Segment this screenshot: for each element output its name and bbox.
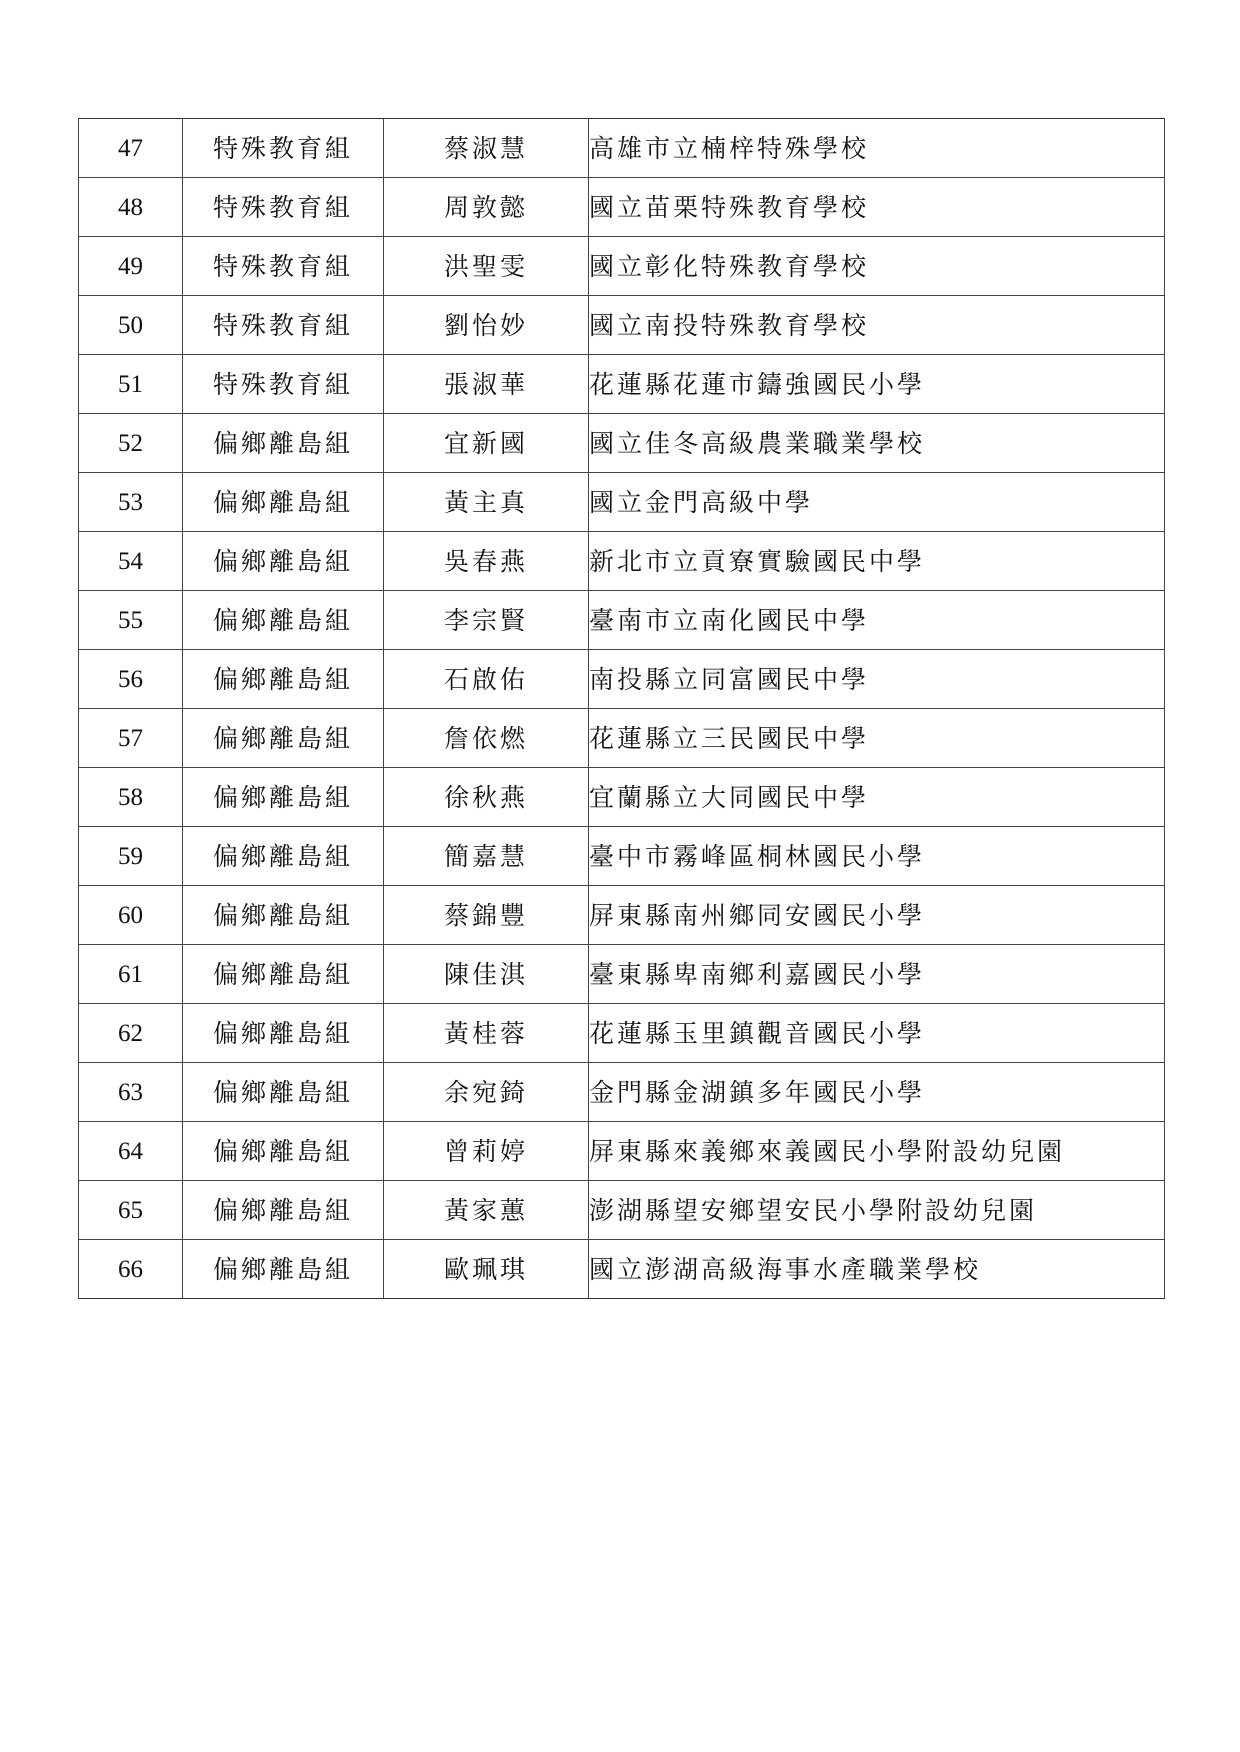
table-row: [79, 1122, 1165, 1181]
name-cell: 陳佳淇: [384, 945, 589, 1004]
table-row: [79, 827, 1165, 886]
group-cell: 偏鄉離島組: [183, 532, 384, 591]
row-number: 58: [79, 768, 183, 827]
group-cell: 特殊教育組: [183, 119, 384, 178]
row-number: 61: [79, 945, 183, 1004]
table-row: [79, 1004, 1165, 1063]
table-row: [79, 414, 1165, 473]
table-row: [79, 119, 1165, 178]
table-row: [79, 1063, 1165, 1122]
group-cell: 偏鄉離島組: [183, 886, 384, 945]
name-cell: 李宗賢: [384, 591, 589, 650]
name-cell: 余宛錡: [384, 1063, 589, 1122]
table-row: [79, 1181, 1165, 1240]
name-cell: 簡嘉慧: [384, 827, 589, 886]
school-cell: 高雄市立楠梓特殊學校: [589, 119, 1165, 178]
group-cell: 特殊教育組: [183, 178, 384, 237]
row-number: 65: [79, 1181, 183, 1240]
school-cell: 金門縣金湖鎮多年國民小學: [589, 1063, 1165, 1122]
group-cell: 特殊教育組: [183, 355, 384, 414]
school-cell: 國立金門高級中學: [589, 473, 1165, 532]
group-cell: 偏鄉離島組: [183, 1181, 384, 1240]
name-cell: 徐秋燕: [384, 768, 589, 827]
row-number: 54: [79, 532, 183, 591]
name-cell: 黃主真: [384, 473, 589, 532]
table-row: [79, 591, 1165, 650]
table-row: [79, 355, 1165, 414]
row-number: 62: [79, 1004, 183, 1063]
group-cell: 偏鄉離島組: [183, 768, 384, 827]
group-cell: 偏鄉離島組: [183, 414, 384, 473]
row-number: 57: [79, 709, 183, 768]
name-cell: 吳春燕: [384, 532, 589, 591]
row-number: 47: [79, 119, 183, 178]
row-number: 55: [79, 591, 183, 650]
group-cell: 偏鄉離島組: [183, 945, 384, 1004]
row-number: 63: [79, 1063, 183, 1122]
school-cell: 國立澎湖高級海事水產職業學校: [589, 1240, 1165, 1299]
table-row: [79, 473, 1165, 532]
school-cell: 屏東縣來義鄉來義國民小學附設幼兒園: [589, 1122, 1165, 1181]
table-row: [79, 650, 1165, 709]
school-cell: 花蓮縣玉里鎮觀音國民小學: [589, 1004, 1165, 1063]
table-row: [79, 296, 1165, 355]
school-cell: 宜蘭縣立大同國民中學: [589, 768, 1165, 827]
school-cell: 臺中市霧峰區桐林國民小學: [589, 827, 1165, 886]
table-row: [79, 945, 1165, 1004]
row-number: 59: [79, 827, 183, 886]
row-number: 48: [79, 178, 183, 237]
group-cell: 偏鄉離島組: [183, 650, 384, 709]
name-cell: 石啟佑: [384, 650, 589, 709]
group-cell: 偏鄉離島組: [183, 827, 384, 886]
table-row: [79, 178, 1165, 237]
table-row: [79, 532, 1165, 591]
row-number: 50: [79, 296, 183, 355]
school-cell: 國立苗栗特殊教育學校: [589, 178, 1165, 237]
row-number: 66: [79, 1240, 183, 1299]
name-cell: 詹依燃: [384, 709, 589, 768]
table-row: [79, 237, 1165, 296]
group-cell: 特殊教育組: [183, 237, 384, 296]
group-cell: 偏鄉離島組: [183, 1240, 384, 1299]
roster-body: [79, 119, 1165, 1299]
row-number: 52: [79, 414, 183, 473]
name-cell: 劉怡妙: [384, 296, 589, 355]
school-cell: 屏東縣南州鄉同安國民小學: [589, 886, 1165, 945]
school-cell: 新北市立貢寮實驗國民中學: [589, 532, 1165, 591]
name-cell: 蔡錦豐: [384, 886, 589, 945]
roster-table: [78, 118, 1165, 1299]
table-row: [79, 709, 1165, 768]
table-row: [79, 768, 1165, 827]
table-row: [79, 1240, 1165, 1299]
school-cell: 澎湖縣望安鄉望安民小學附設幼兒園: [589, 1181, 1165, 1240]
row-number: 53: [79, 473, 183, 532]
name-cell: 張淑華: [384, 355, 589, 414]
name-cell: 宜新國: [384, 414, 589, 473]
school-cell: 花蓮縣立三民國民中學: [589, 709, 1165, 768]
group-cell: 偏鄉離島組: [183, 1063, 384, 1122]
group-cell: 偏鄉離島組: [183, 709, 384, 768]
name-cell: 周敦懿: [384, 178, 589, 237]
school-cell: 臺南市立南化國民中學: [589, 591, 1165, 650]
name-cell: 曾莉婷: [384, 1122, 589, 1181]
school-cell: 國立佳冬高級農業職業學校: [589, 414, 1165, 473]
name-cell: 黃家蕙: [384, 1181, 589, 1240]
row-number: 60: [79, 886, 183, 945]
school-cell: 花蓮縣花蓮市鑄強國民小學: [589, 355, 1165, 414]
name-cell: 歐珮琪: [384, 1240, 589, 1299]
school-cell: 臺東縣卑南鄉利嘉國民小學: [589, 945, 1165, 1004]
name-cell: 黃桂蓉: [384, 1004, 589, 1063]
row-number: 49: [79, 237, 183, 296]
school-cell: 國立彰化特殊教育學校: [589, 237, 1165, 296]
group-cell: 偏鄉離島組: [183, 473, 384, 532]
row-number: 64: [79, 1122, 183, 1181]
school-cell: 國立南投特殊教育學校: [589, 296, 1165, 355]
group-cell: 偏鄉離島組: [183, 1122, 384, 1181]
school-cell: 南投縣立同富國民中學: [589, 650, 1165, 709]
table-row: [79, 886, 1165, 945]
name-cell: 洪聖雯: [384, 237, 589, 296]
name-cell: 蔡淑慧: [384, 119, 589, 178]
group-cell: 偏鄉離島組: [183, 591, 384, 650]
row-number: 56: [79, 650, 183, 709]
row-number: 51: [79, 355, 183, 414]
group-cell: 偏鄉離島組: [183, 1004, 384, 1063]
group-cell: 特殊教育組: [183, 296, 384, 355]
